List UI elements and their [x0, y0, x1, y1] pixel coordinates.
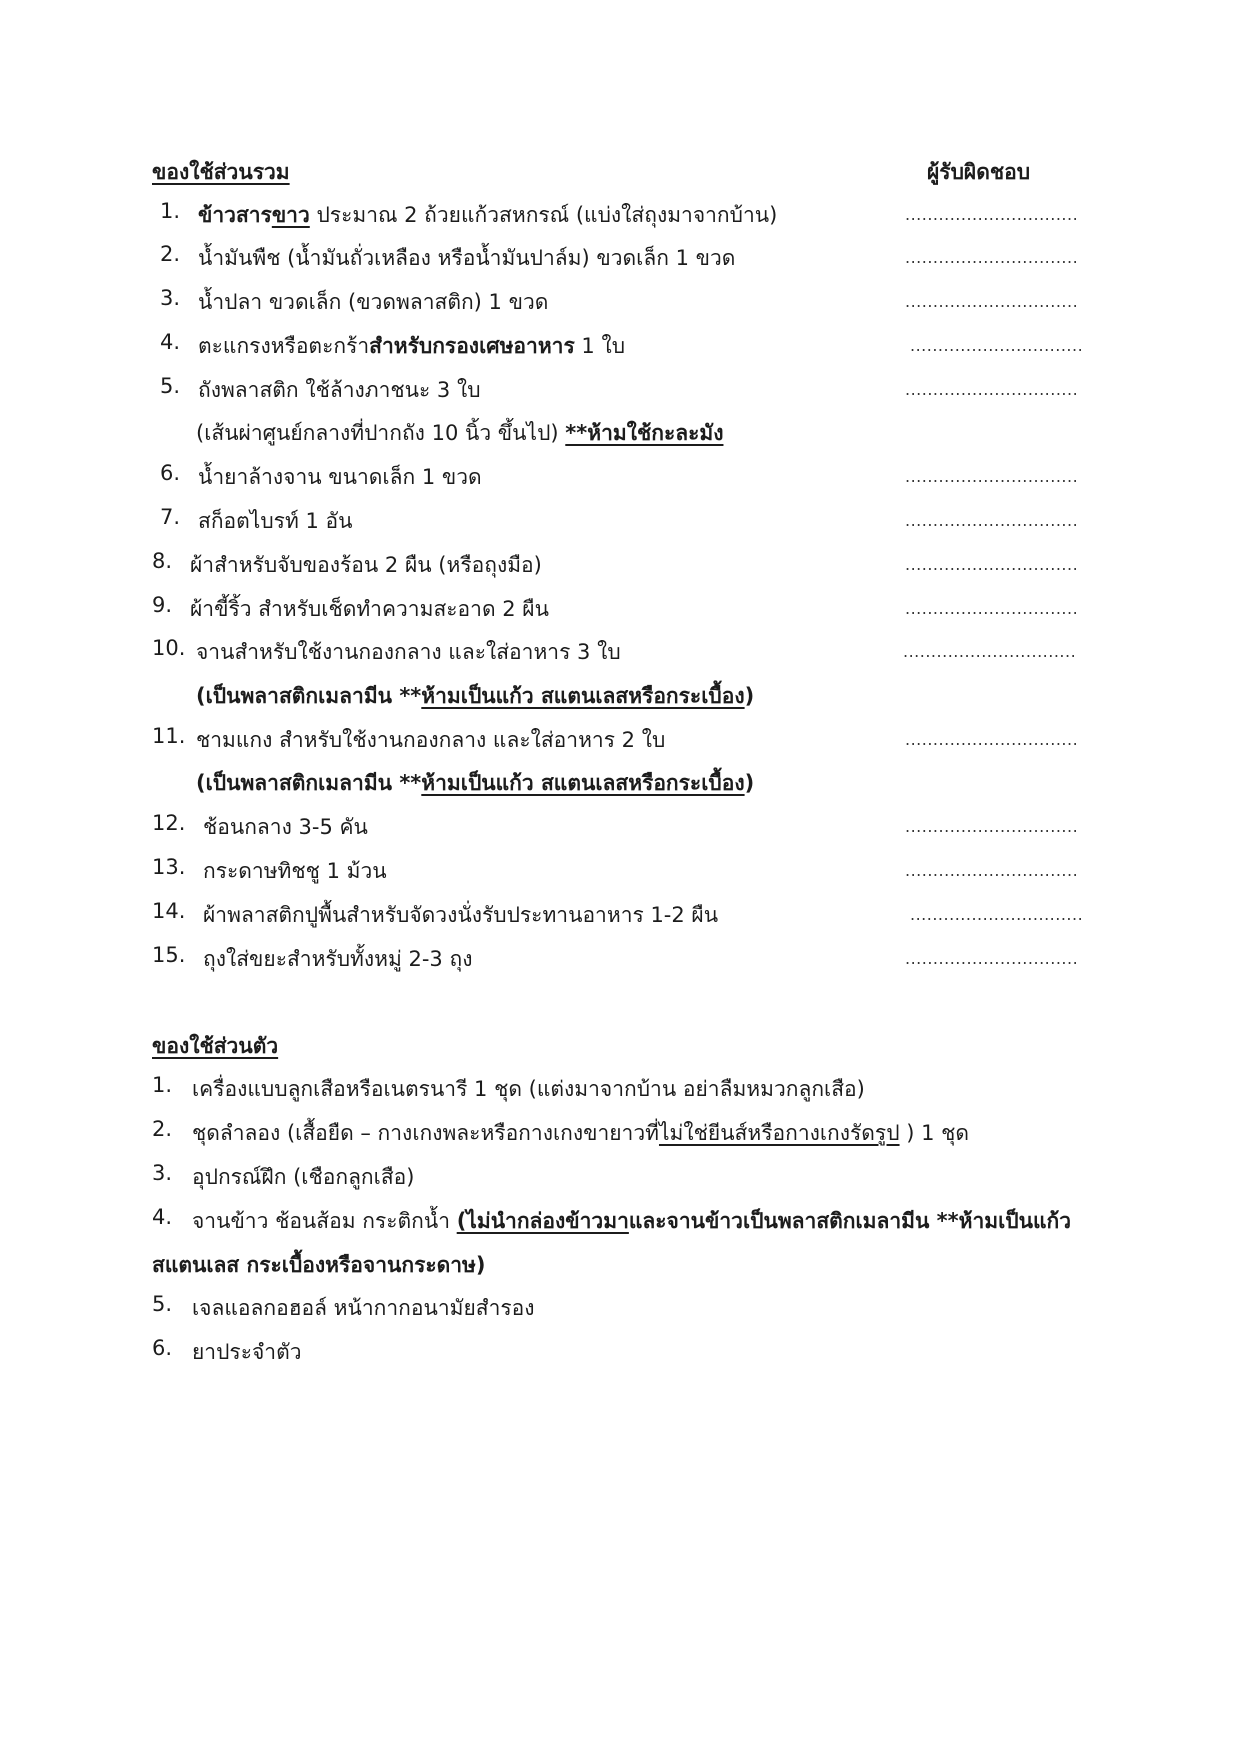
section-heading-common: ของใช้ส่วนรวม: [152, 160, 290, 184]
common-item-15-number: 15.: [152, 943, 186, 967]
common-item-14-number: 14.: [152, 899, 186, 923]
personal-item-4-number: 4.: [152, 1205, 173, 1229]
common-item-4-text: [198, 330, 625, 363]
personal-item-2-post: ) 1 ชุด: [899, 1121, 970, 1145]
personal-item-2-number: 2.: [152, 1117, 173, 1141]
common-item-4-bold: สำหรับกรองเศษอาหาร: [369, 334, 575, 358]
common-item-5-subline: [196, 417, 723, 450]
personal-item-5-number: 5.: [152, 1292, 173, 1316]
common-item-11-subline: [196, 767, 754, 800]
personal-item-3-number: 3.: [152, 1161, 173, 1185]
common-item-10-sub-warning: ห้ามเป็นแก้ว สแตนเลสหรือกระเบื้อง: [421, 684, 745, 708]
personal-item-1-number: 1.: [152, 1073, 173, 1097]
section-heading-personal: ของใช้ส่วนตัว: [152, 1034, 279, 1058]
common-item-6-text: น้ำยาล้างจาน ขนาดเล็ก 1 ขวด: [198, 465, 482, 489]
personal-item-4-bold-underline: (ไม่นำกล่องข้าวมา: [456, 1209, 629, 1233]
common-item-5-number: 5.: [160, 374, 181, 398]
common-item-2-number: 2.: [160, 242, 181, 266]
common-item-11-sub-post: ): [744, 771, 755, 795]
common-item-12-text: ช้อนกลาง 3-5 คัน: [203, 815, 368, 839]
common-item-11-number: 11.: [152, 724, 186, 748]
common-item-3-dots: ...............................: [905, 292, 1079, 311]
common-item-4-dots: ...............................: [910, 336, 1084, 355]
personal-item-1-text: เครื่องแบบลูกเสือหรือเนตรนารี 1 ชุด (แต่งมาจากบ้าน อย่าลืมหมวกลูกเสือ): [192, 1077, 865, 1101]
common-item-11-sub-pre: (เป็นพลาสติกเมลามีน **: [196, 771, 422, 795]
common-item-4-number: 4.: [160, 330, 181, 354]
common-item-5-text: ถังพลาสติก ใช้ล้างภาชนะ 3 ใบ: [198, 378, 481, 402]
common-item-9-text: ผ้าขี้ริ้ว สำหรับเช็ดทำความสะอาด 2 ผืน: [190, 597, 549, 621]
common-item-5-sub-pre: (เส้นผ่าศูนย์กลางที่ปากถัง 10 นิ้ว ขึ้นไป): [196, 421, 566, 445]
common-item-10-sub-post: ): [744, 684, 755, 708]
personal-item-4-bold: และจานข้าวเป็นพลาสติกเมลามีน **ห้ามเป็นแก้ว: [628, 1209, 1072, 1233]
common-item-5-dots: ...............................: [905, 380, 1079, 399]
common-item-13-text: กระดาษทิชชู 1 ม้วน: [203, 859, 387, 883]
personal-item-2-text: [192, 1117, 969, 1150]
common-item-14-dots: ...............................: [910, 905, 1084, 924]
common-item-8-number: 8.: [152, 549, 173, 573]
personal-item-4-pre: จานข้าว ช้อนส้อม กระติกน้ำ: [192, 1209, 457, 1233]
common-item-1-bold-underline: ขาว: [271, 203, 310, 227]
common-item-10-subline: [196, 680, 754, 713]
common-item-1-number: 1.: [160, 199, 181, 223]
common-item-6-dots: ...............................: [905, 467, 1079, 486]
personal-item-2-underline: ไม่ใช่ยีนส์หรือกางเกงรัดรูป: [658, 1121, 900, 1145]
common-item-12-dots: ...............................: [905, 817, 1079, 836]
common-item-1-bold: ข้าวสาร: [198, 203, 272, 227]
common-item-12-number: 12.: [152, 811, 186, 835]
personal-item-6-number: 6.: [152, 1336, 173, 1360]
common-item-11-text: ชามแกง สำหรับใช้งานกองกลาง และใส่อาหาร 2 ใบ: [196, 728, 666, 752]
personal-item-5-text: เจลแอลกอฮอล์ หน้ากากอนามัยสำรอง: [192, 1296, 535, 1320]
common-item-5-sub-warning: **ห้ามใช้กะละมัง: [565, 421, 724, 445]
common-item-9-dots: ...............................: [905, 599, 1079, 618]
common-item-7-text: สก็อตไบรท์ 1 อัน: [198, 509, 353, 533]
personal-item-4-line2: สแตนเลส กระเบื้องหรือจานกระดาษ): [152, 1253, 486, 1277]
responsible-heading: ผู้รับผิดชอบ: [927, 160, 1031, 184]
common-item-2-dots: ...............................: [905, 248, 1079, 267]
personal-item-6-text: ยาประจำตัว: [192, 1340, 302, 1364]
common-item-1-rest: ประมาณ 2 ถ้วยแก้วสหกรณ์ (แบ่งใส่ถุงมาจากบ้าน): [309, 203, 778, 227]
common-item-11-sub-warning: ห้ามเป็นแก้ว สแตนเลสหรือกระเบื้อง: [421, 771, 745, 795]
common-item-1-text: [198, 199, 777, 232]
common-item-15-dots: ...............................: [905, 949, 1079, 968]
common-item-6-number: 6.: [160, 461, 181, 485]
common-item-7-number: 7.: [160, 505, 181, 529]
common-item-2-text: น้ำมันพืช (น้ำมันถั่วเหลือง หรือน้ำมันปาล์ม) ขวดเล็ก 1 ขวด: [198, 246, 736, 270]
common-item-10-sub-pre: (เป็นพลาสติกเมลามีน **: [196, 684, 422, 708]
common-item-10-dots: ...............................: [903, 642, 1077, 661]
common-item-11-dots: ...............................: [905, 730, 1079, 749]
common-item-13-dots: ...............................: [905, 861, 1079, 880]
common-item-8-text: ผ้าสำหรับจับของร้อน 2 ผืน (หรือถุงมือ): [190, 553, 542, 577]
personal-item-3-text: อุปกรณ์ฝึก (เชือกลูกเสือ): [192, 1165, 415, 1189]
common-item-10-number: 10.: [152, 636, 186, 660]
common-item-15-text: ถุงใส่ขยะสำหรับทั้งหมู่ 2-3 ถุง: [203, 947, 473, 971]
common-item-14-text: ผ้าพลาสติกปูพื้นสำหรับจัดวงนั่งรับประทานอาหาร 1-2 ผืน: [203, 903, 719, 927]
common-item-3-number: 3.: [160, 286, 181, 310]
common-item-8-dots: ...............................: [905, 555, 1079, 574]
personal-item-2-pre: ชุดลำลอง (เสื้อยืด – กางเกงพละหรือกางเกงขายาวที่: [192, 1121, 659, 1145]
common-item-4-post: 1 ใบ: [574, 334, 626, 358]
common-item-1-dots: ...............................: [905, 205, 1079, 224]
common-item-4-pre: ตะแกรงหรือตะกร้า: [198, 334, 370, 358]
common-item-9-number: 9.: [152, 593, 173, 617]
common-item-10-text: จานสำหรับใช้งานกองกลาง และใส่อาหาร 3 ใบ: [196, 640, 621, 664]
personal-item-4-text: [192, 1205, 1071, 1238]
common-item-3-text: น้ำปลา ขวดเล็ก (ขวดพลาสติก) 1 ขวด: [198, 290, 549, 314]
common-item-7-dots: ...............................: [905, 511, 1079, 530]
common-item-13-number: 13.: [152, 855, 186, 879]
